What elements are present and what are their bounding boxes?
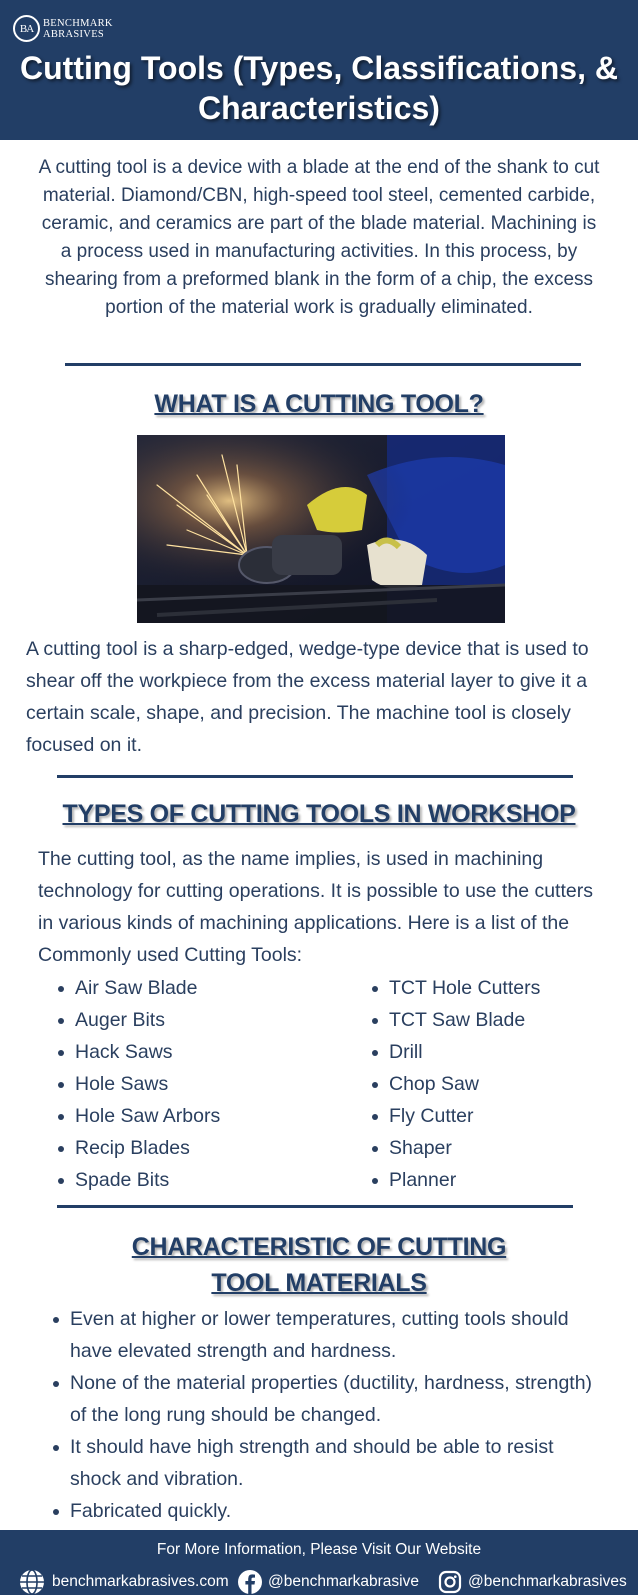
list-item: Hole Saw Arbors	[38, 1100, 338, 1132]
page-title: Cutting Tools (Types, Classifications, & Characteristics)	[20, 50, 618, 126]
logo-line-2: ABRASIVES	[43, 28, 105, 40]
footer-title: For More Information, Please Visit Our Website	[156, 1541, 482, 1558]
divider	[57, 775, 573, 778]
list-item: None of the material properties (ductility, hardness, strength) of the long rung should be changed.	[30, 1367, 598, 1431]
footer	[0, 1530, 638, 1595]
tool-list-right	[367, 972, 617, 1196]
logo-text	[43, 18, 113, 40]
grinder-photo-image	[137, 435, 505, 623]
brand-logo[interactable]	[13, 15, 113, 42]
list-item: Planner	[367, 1164, 617, 1196]
list-item: Chop Saw	[367, 1068, 617, 1100]
facebook-link[interactable]	[238, 1569, 419, 1595]
list-item: TCT Saw Blade	[367, 1004, 617, 1036]
facebook-icon	[238, 1570, 262, 1594]
list-item: It should have high strength and should be able to resist shock and vibration.	[30, 1431, 598, 1495]
list-item: Recip Blades	[38, 1132, 338, 1164]
grinder-photo	[137, 435, 505, 623]
list-item: Even at higher or lower temperatures, cutting tools should have elevated strength and hardness.	[30, 1303, 598, 1367]
list-item: Fabricated quickly.	[30, 1495, 598, 1527]
logo-mark: BA	[13, 15, 40, 42]
list-item: TCT Hole Cutters	[367, 972, 617, 1004]
tool-list-left	[38, 972, 338, 1196]
facebook-text: @benchmarkabrasive	[268, 1573, 419, 1590]
list-item: Drill	[367, 1036, 617, 1068]
divider	[57, 1205, 573, 1208]
instagram-icon	[438, 1570, 462, 1594]
intro-paragraph: A cutting tool is a device with a blade at the end of the shank to cut material. Diamond/CBN, high-speed tool steel, cemented carbide, ceramic, and ceramics are part of the blade material. Machining is a process used in manufacturing activities. In this process, by shearing from a preformed blank in the form of a chip, the excess portion of the material work is gradually eliminated.	[38, 157, 600, 318]
section-title-what-is: WHAT IS A CUTTING TOOL?	[154, 390, 484, 418]
list-item: Shaper	[367, 1132, 617, 1164]
section-title-types: TYPES OF CUTTING TOOLS IN WORKSHOP	[62, 800, 576, 828]
logo-line-1: BENCHMARK	[43, 17, 113, 29]
globe-icon	[18, 1568, 46, 1596]
characteristics-list	[30, 1303, 598, 1527]
list-item: Hole Saws	[38, 1068, 338, 1100]
what-is-paragraph: A cutting tool is a sharp-edged, wedge-type device that is used to shear off the workpiece from the excess material layer to give it a certain scale, shape, and precision. The machine tool is closely focused on it.	[26, 638, 589, 756]
divider	[65, 363, 581, 366]
instagram-text: @benchmarkabrasives	[468, 1573, 627, 1590]
instagram-link[interactable]	[438, 1569, 627, 1595]
section-title-characteristics	[10, 1229, 628, 1301]
list-item: Hack Saws	[38, 1036, 338, 1068]
header-banner	[0, 0, 638, 140]
list-item: Fly Cutter	[367, 1100, 617, 1132]
list-item: Spade Bits	[38, 1164, 338, 1196]
types-paragraph: The cutting tool, as the name implies, is used in machining technology for cutting operations. It is possible to use the cutters in various kinds of machining applications. Here is a list of the Commonly used Cutting Tools:	[38, 848, 593, 966]
website-text: benchmarkabrasives.com	[52, 1573, 229, 1590]
section-title-line-2: TOOL MATERIALS	[211, 1269, 427, 1297]
website-link[interactable]	[18, 1569, 229, 1595]
section-title-line-1: CHARACTERISTIC OF CUTTING	[131, 1233, 507, 1261]
list-item: Air Saw Blade	[38, 972, 338, 1004]
list-item: Auger Bits	[38, 1004, 338, 1036]
